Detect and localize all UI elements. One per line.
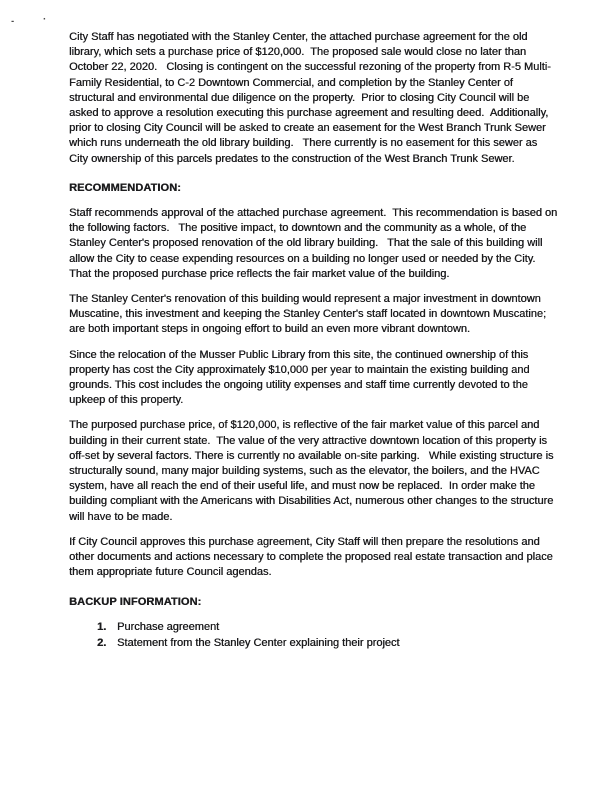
list-item-text: Statement from the Stanley Center explaining their project <box>117 636 400 649</box>
recommendation-paragraph-4: The purposed purchase price, of $120,000, is reflective of the fair market value of this parcel and building in their current state. The value of the very attractive downtown location of this property is off-set by several factors. There is currently no available on-site parking. While existing structure is structurally sound, many major building systems, such as the elevator, the boilers, and the HVAC system, have all reach the end of their useful life, and must now be replaced. In order make the building compliant with the Americans with Disabilities Act, numerous other changes to the structure will have to be made. <box>69 419 557 523</box>
scan-artifact-dot: · <box>43 14 47 25</box>
list-item <box>97 636 559 651</box>
scan-artifact-dash: - <box>11 16 15 27</box>
list-item-number: 2. <box>97 636 107 649</box>
list-item <box>97 620 559 635</box>
recommendation-paragraph-2: The Stanley Center's renovation of this building would represent a major investment in downtown Muscatine, this investment and keeping the Stanley Center's staff located in downtown Muscatine; are both important steps in ongoing effort to build an even more vibrant downtown. <box>69 293 550 336</box>
document-body <box>69 30 559 652</box>
recommendation-paragraph-1: Staff recommends approval of the attached purchase agreement. This recommendation is based on the following factors. The positive impact, to downtown and the community as a whole, of the Stanley Center's proposed renovation of the old library building. That the sale of this building will allow the City to cease expending resources on a building no longer used or needed by the City. That the proposed purchase price reflects the fair market value of the building. <box>69 207 561 280</box>
backup-list <box>69 620 559 651</box>
recommendation-paragraph-3: Since the relocation of the Musser Public Library from this site, the continued ownership of this property has cost the City approximately $10,000 per year to maintain the existing building and grounds. This cost includes the ongoing utility expenses and staff time currently devoted to the upkeep of this property. <box>69 348 533 407</box>
backup-information-heading: BACKUP INFORMATION: <box>69 595 202 608</box>
recommendation-paragraph-5: If City Council approves this purchase agreement, City Staff will then prepare the resolutions and other documents and actions necessary to complete the proposed real estate transaction and place them appropriate future Council agendas. <box>69 535 556 579</box>
intro-paragraph: City Staff has negotiated with the Stanley Center, the attached purchase agreement for the old library, which sets a purchase price of $120,000. The proposed sale would close no later than October 22, 2020. Closing is contingent on the successful rezoning of the property from R-5 Multi-Family Residential, to C-2 Downtown Commercial, and completion by the Stanley Center of structural and environmental due diligence on the property. Prior to closing City Council will be asked to approve a resolution executing this purchase agreement and resulting deed. Additionally, prior to closing City Council will be asked to create an easement for the West Branch Trunk Sewer which runs underneath the old library building. There currently is no easement for this sewer as City ownership of this parcels predates to the construction of the West Branch Trunk Sewer. <box>69 31 552 165</box>
recommendation-heading: RECOMMENDATION: <box>69 181 181 194</box>
list-item-text: Purchase agreement <box>117 620 220 633</box>
list-item-number: 1. <box>97 620 107 633</box>
